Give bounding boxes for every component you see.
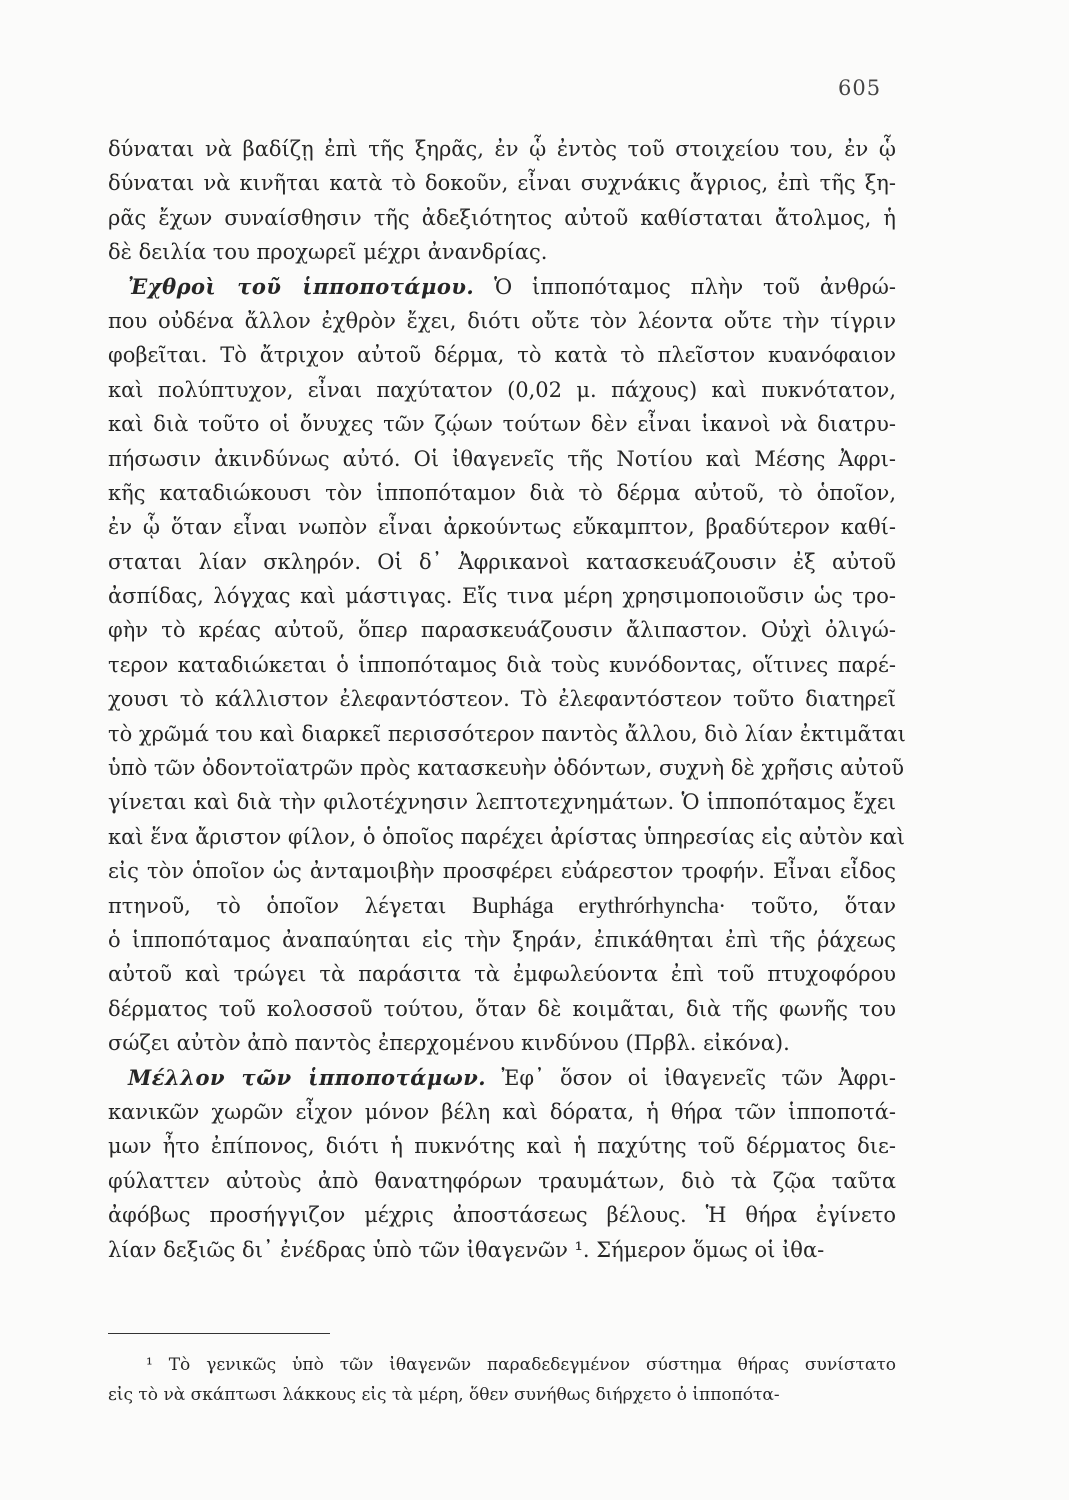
text-line: [108, 682, 896, 716]
footnotes: [108, 1350, 896, 1410]
footnote-line: εἰς τὸ νὰ σκάπτωσι λάκκους εἰς τὰ μέρη, ὅθεν συνήθως διήρχετο ὁ ἱπποπότα-: [108, 1385, 780, 1405]
line-text: φὴν τὸ κρέας αὐτοῦ, ὅπερ παρασκευάζουσιν ἄλιπαστον. Οὐχὶ ὀλιγώ-: [108, 618, 896, 643]
line-text: δὲ δειλία του προχωρεῖ μέχρι ἀνανδρίας.: [108, 240, 548, 265]
line-text: δέρματος τοῦ κολοσσοῦ τούτου, ὅταν δὲ κοιμᾶται, διὰ τῆς φωνῆς του: [108, 996, 896, 1021]
text-line: [108, 923, 896, 957]
text-line: [108, 166, 896, 200]
text-line: [108, 820, 905, 854]
text-line: [108, 889, 896, 923]
line-text: ὁ ἱπποπόταμος ἀναπαύηται εἰς τὴν ξηράν, ἐπικάθηται ἐπὶ τῆς ῥάχεως: [108, 927, 896, 952]
line-text: ἀσπίδας, λόγχας καὶ μάστιγας. Εἴς τινα μέρη χρησιμοποιοῦσιν ὡς τρο-: [108, 584, 896, 609]
text-line: [108, 1061, 896, 1095]
line-text: Ὁ ἱπποπόταμος πλὴν τοῦ ἀνθρώ-: [474, 274, 896, 299]
text-line: [108, 304, 896, 338]
line-text: χουσι τὸ κάλλιστον ἐλεφαντόστεον. Τὸ ἐλεφαντόστεον τοῦτο διατηρεῖ: [108, 687, 896, 712]
line-text: πήσωσιν ἀκινδύνως αὐτό. Οἱ ἰθαγενεῖς τῆς Νοτίου καὶ Μέσης Ἀφρι-: [108, 446, 896, 471]
main-text: [108, 132, 906, 1267]
text-line: [108, 992, 896, 1026]
text-line: [108, 751, 905, 785]
text-line: [108, 510, 896, 544]
footnote-line: ¹ Τὸ γενικῶς ὑπὸ τῶν ἰθαγενῶν παραδεδεγμένον σύστημα θήρας συνίστατο: [146, 1355, 896, 1375]
line-text: πτηνοῦ, τὸ ὁποῖον λέγεται: [108, 893, 472, 918]
line-text: αὐτοῦ καὶ τρώγει τὰ παράσιτα τὰ ἐμφωλεύοντα ἐπὶ τοῦ πτυχοφόρου: [108, 962, 896, 987]
line-text: σταται λίαν σκληρόν. Οἱ δ᾽ Ἀφρικανοὶ κατασκευάζουσιν ἐξ αὐτοῦ: [108, 549, 896, 574]
line-text: γίνεται καὶ διὰ τὴν φιλοτέχνησιν λεπτοτεχνημάτων. Ὁ ἱπποπόταμος ἔχει: [108, 790, 896, 815]
text-line: [108, 854, 896, 888]
text-line: [108, 613, 896, 647]
text-line: [108, 270, 896, 304]
text-line: [108, 579, 896, 613]
text-line: [108, 442, 896, 476]
line-text: φύλαττεν αὐτοὺς ἀπὸ θανατηφόρων τραυμάτων, διὸ τὰ ζῷα ταῦτα: [108, 1168, 896, 1193]
line-text: καὶ ἕνα ἄριστον φίλον, ὁ ὁποῖος παρέχει ἀρίστας ὑπηρεσίας εἰς αὐτὸν καὶ: [108, 824, 905, 849]
line-text: κανικῶν χωρῶν εἶχον μόνον βέλη καὶ δόρατα, ἡ θήρα τῶν ἱπποποτά-: [108, 1099, 896, 1124]
text-line: [108, 338, 896, 372]
line-text: δύναται νὰ βαδίζῃ ἐπὶ τῆς ξηρᾶς, ἐν ᾧ ἐντὸς τοῦ στοιχείου του, ἐν ᾧ: [108, 137, 896, 161]
text-line: [108, 373, 896, 407]
line-text: ὑπὸ τῶν ὀδοντοϊατρῶν πρὸς κατασκευὴν ὀδόντων, συχνὴ δὲ χρῆσις αὐτοῦ: [108, 756, 905, 781]
line-text: Ἐφ᾽ ὅσον οἱ ἰθαγενεῖς τῶν Ἀφρι-: [486, 1065, 896, 1090]
text-line: [108, 1129, 896, 1163]
text-line: [108, 648, 896, 682]
line-text: σώζει αὐτὸν ἀπὸ παντὸς ἐπερχομένου κινδύνου (Πρβλ. εἰκόνα).: [108, 1031, 790, 1056]
line-text: που οὐδένα ἄλλον ἐχθρὸν ἔχει, διότι οὔτε τὸν λέοντα οὔτε τὴν τίγριν: [108, 308, 896, 333]
text-line: [108, 407, 896, 441]
text-line: [108, 476, 896, 510]
line-text: ἐν ᾧ ὅταν εἶναι νωπὸν εἶναι ἀρκούντως εὔκαμπτον, βραδύτερον καθί-: [108, 515, 896, 540]
line-text: μων ἦτο ἐπίπονος, διότι ἡ πυκνότης καὶ ἡ παχύτης τοῦ δέρματος διε-: [108, 1134, 896, 1159]
line-text: τὸ χρῶμά του καὶ διαρκεῖ περισσότερον παντὸς ἄλλου, διὸ λίαν ἐκτιμᾶται: [108, 721, 906, 746]
line-text: εἰς τὸν ὁποῖον ὡς ἀνταμοιβὴν προσφέρει εὐάρεστον τροφήν. Εἶναι εἶδος: [108, 859, 896, 884]
text-line: [108, 132, 896, 166]
text-line: [108, 1198, 896, 1232]
text-line: [108, 785, 896, 819]
text-line: [108, 201, 896, 235]
section-heading: Μέλλον τῶν ἱπποποτάμων.: [128, 1064, 487, 1090]
text-line: [108, 717, 906, 751]
text-line: [108, 1233, 896, 1267]
page-number: 605: [838, 76, 882, 100]
line-text: τερον καταδιώκεται ὁ ἱπποπόταμος διὰ τοὺς κυνόδοντας, οἵτινες παρέ-: [108, 652, 896, 677]
line-text: κῆς καταδιώκουσι τὸν ἱπποπόταμον διὰ τὸ δέρμα αὐτοῦ, τὸ ὁποῖον,: [108, 480, 896, 505]
line-text: ρᾶς ἔχων συναίσθησιν τῆς ἀδεξιότητος αὐτοῦ καθίσταται ἄτολμος, ἡ: [108, 205, 896, 230]
text-line: [108, 1026, 896, 1060]
line-text: καὶ διὰ τοῦτο οἱ ὄνυχες τῶν ζῴων τούτων δὲν εἶναι ἱκανοὶ νὰ διατρυ-: [108, 412, 896, 437]
text-line: [108, 235, 896, 269]
line-text: ἀφόβως προσήγγιζον μέχρις ἀποστάσεως βέλους. Ἡ θήρα ἐγίνετο: [108, 1203, 896, 1228]
line-text: λίαν δεξιῶς δι᾽ ἐνέδρας ὑπὸ τῶν ἰθαγενῶν ¹. Σήμερον ὅμως οἱ ἰθα-: [108, 1237, 825, 1262]
text-line: [108, 1095, 896, 1129]
line-text: καὶ πολύπτυχον, εἶναι παχύτατον (0,02 μ. πάχους) καὶ πυκνότατον,: [108, 377, 896, 402]
line-text-after: · τοῦτο, ὅταν: [718, 893, 896, 918]
line-text: δύναται νὰ κινῆται κατὰ τὸ δοκοῦν, εἶναι συχνάκις ἄγριος, ἐπὶ τῆς ξη-: [108, 171, 896, 196]
latin-species-name: Buphága erythrórhyncha: [471, 892, 719, 918]
text-line: [108, 957, 896, 991]
section-heading: Ἐχθροὶ τοῦ ἱπποποτάμου.: [128, 273, 475, 299]
line-text: φοβεῖται. Τὸ ἄτριχον αὐτοῦ δέρμα, τὸ κατὰ τὸ πλεῖστον κυανόφαιον: [108, 343, 896, 368]
text-line: [108, 545, 896, 579]
text-line: [108, 1164, 896, 1198]
footnote-rule: [108, 1333, 330, 1334]
